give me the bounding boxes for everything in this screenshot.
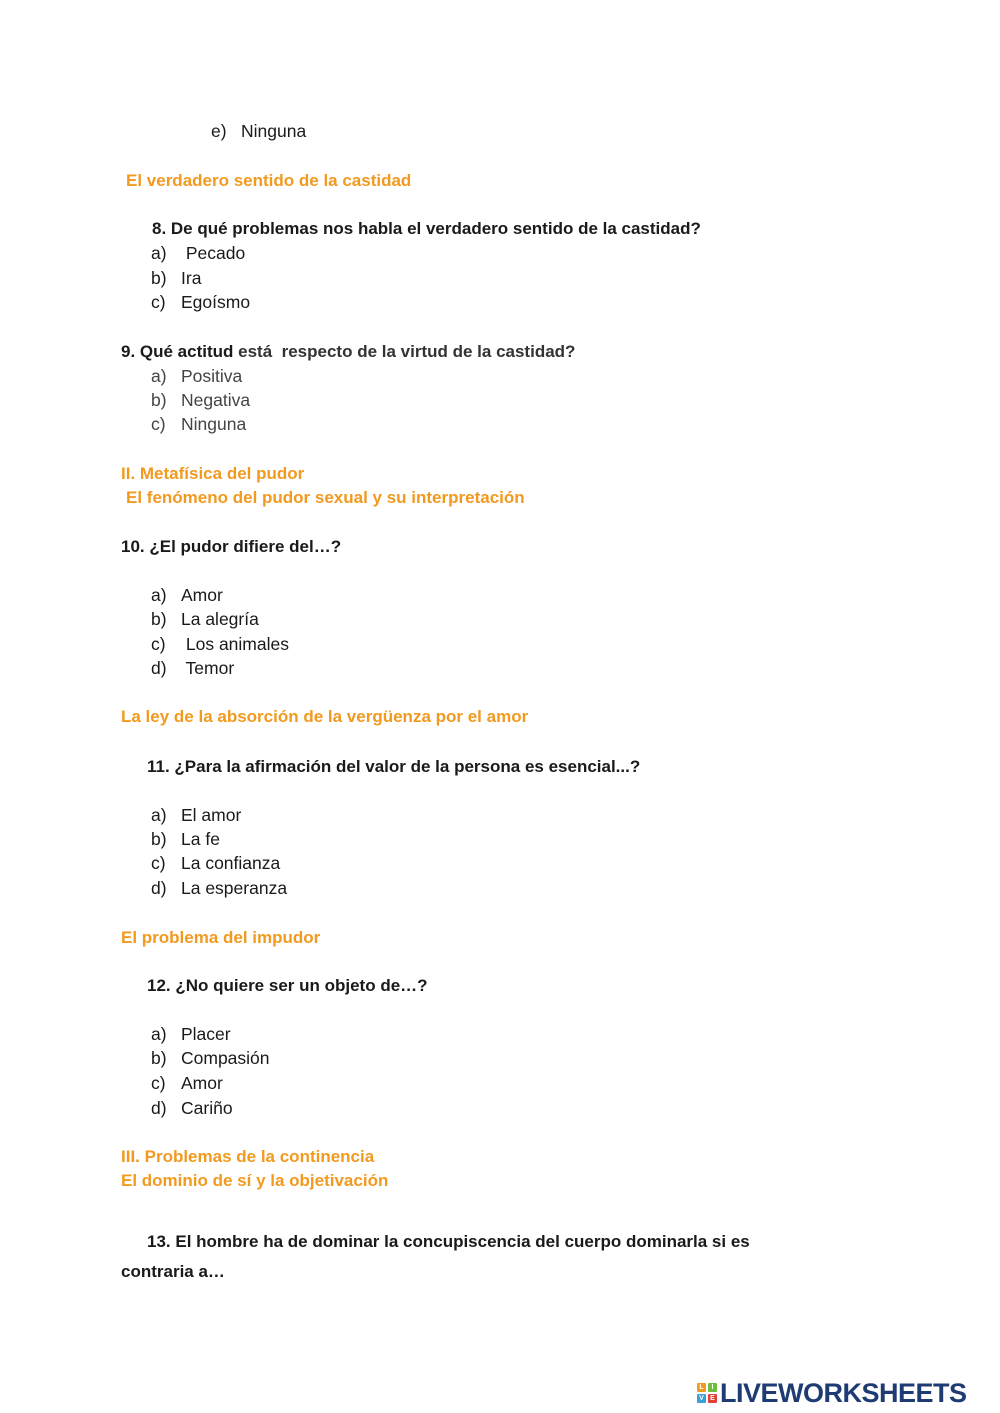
q11-option-a[interactable] [151,805,241,826]
option-text: La fe [181,829,220,849]
option-letter: d) [151,658,167,678]
option-letter: e) [211,121,227,141]
option-text: Amor [181,1073,223,1093]
q9-option-c[interactable] [151,414,246,435]
q12-option-b[interactable] [151,1048,270,1069]
question-9 [121,342,575,362]
option-letter: b) [151,829,167,849]
q11-option-d[interactable] [151,878,287,899]
q10-option-c[interactable] [151,634,289,655]
section-heading-absorcion: La ley de la absorción de la vergüenza por el amor [121,707,529,726]
option-text: El amor [181,805,242,825]
question-8: 8. De qué problemas nos habla el verdadero sentido de la castidad? [152,219,701,238]
option-text: Ira [181,268,202,288]
option-text: Positiva [181,366,243,386]
logo-mark-letter: V [697,1394,706,1403]
option-text: Los animales [181,634,289,654]
liveworksheets-logo [697,1378,967,1408]
section-heading-dominio: El dominio de sí y la objetivación [121,1171,389,1190]
q8-option-a[interactable] [151,243,245,264]
option-text: Temor [181,658,235,678]
option-letter: c) [151,414,166,434]
q8-option-b[interactable] [151,268,201,289]
q12-option-a[interactable] [151,1024,231,1045]
q10-option-a[interactable] [151,585,223,606]
option-text: Placer [181,1024,231,1044]
option-text: Pecado [181,243,246,263]
q9-option-b[interactable] [151,390,250,411]
section-heading-continencia: III. Problemas de la continencia [121,1147,375,1166]
option-text: La esperanza [181,878,288,898]
section-heading-castidad: El verdadero sentido de la castidad [126,171,412,190]
logo-text: LIVEWORKSHEETS [720,1377,967,1408]
option-letter: a) [151,366,167,386]
option-text: Compasión [181,1048,270,1068]
option-text: La alegría [181,609,259,629]
q12-option-d[interactable] [151,1098,233,1119]
option-letter: b) [151,268,167,288]
q11-option-b[interactable] [151,829,220,850]
option-text: Amor [181,585,223,605]
option-text: Ninguna [181,414,247,434]
question-13-line1: 13. El hombre ha de dominar la concupiscencia del cuerpo dominarla si es [147,1232,750,1251]
q9-option-a[interactable] [151,366,242,387]
logo-mark-letter: I [708,1383,717,1392]
option-text: Negativa [181,390,251,410]
question-10: 10. ¿El pudor difiere del…? [121,537,342,556]
option-letter: b) [151,1048,167,1068]
option-letter: d) [151,1098,167,1118]
section-heading-impudor: El problema del impudor [121,928,321,947]
option-letter: a) [151,585,167,605]
option-letter: c) [151,853,166,873]
question-9-part1: 9. Qué actitud [121,342,239,361]
section-heading-fenomeno: El fenómeno del pudor sexual y su interpretación [126,488,525,507]
option-letter: c) [151,1073,166,1093]
q11-option-c[interactable] [151,853,280,874]
question-9-part2: está respecto de la virtud de la castidad? [238,342,576,361]
logo-mark-letter: E [708,1394,717,1403]
option-text: Ninguna [241,121,307,141]
option-text: Cariño [181,1098,233,1118]
option-text: Egoísmo [181,292,251,312]
logo-mark-icon [697,1383,717,1403]
prev-option-e [211,121,306,142]
option-letter: c) [151,634,166,654]
option-text: La confianza [181,853,281,873]
section-heading-metafisica: II. Metafísica del pudor [121,464,305,483]
option-letter: d) [151,878,167,898]
option-letter: a) [151,805,167,825]
option-letter: a) [151,1024,167,1044]
q10-option-d[interactable] [151,658,234,679]
question-12: 12. ¿No quiere ser un objeto de…? [147,976,428,995]
option-letter: a) [151,243,167,263]
option-letter: b) [151,390,167,410]
logo-mark-letter: L [697,1383,706,1392]
option-letter: b) [151,609,167,629]
question-11: 11. ¿Para la afirmación del valor de la persona es esencial...? [147,757,641,776]
q10-option-b[interactable] [151,609,259,630]
option-letter: c) [151,292,166,312]
q8-option-c[interactable] [151,292,250,313]
q12-option-c[interactable] [151,1073,223,1094]
question-13-line2: contraria a… [121,1262,225,1281]
